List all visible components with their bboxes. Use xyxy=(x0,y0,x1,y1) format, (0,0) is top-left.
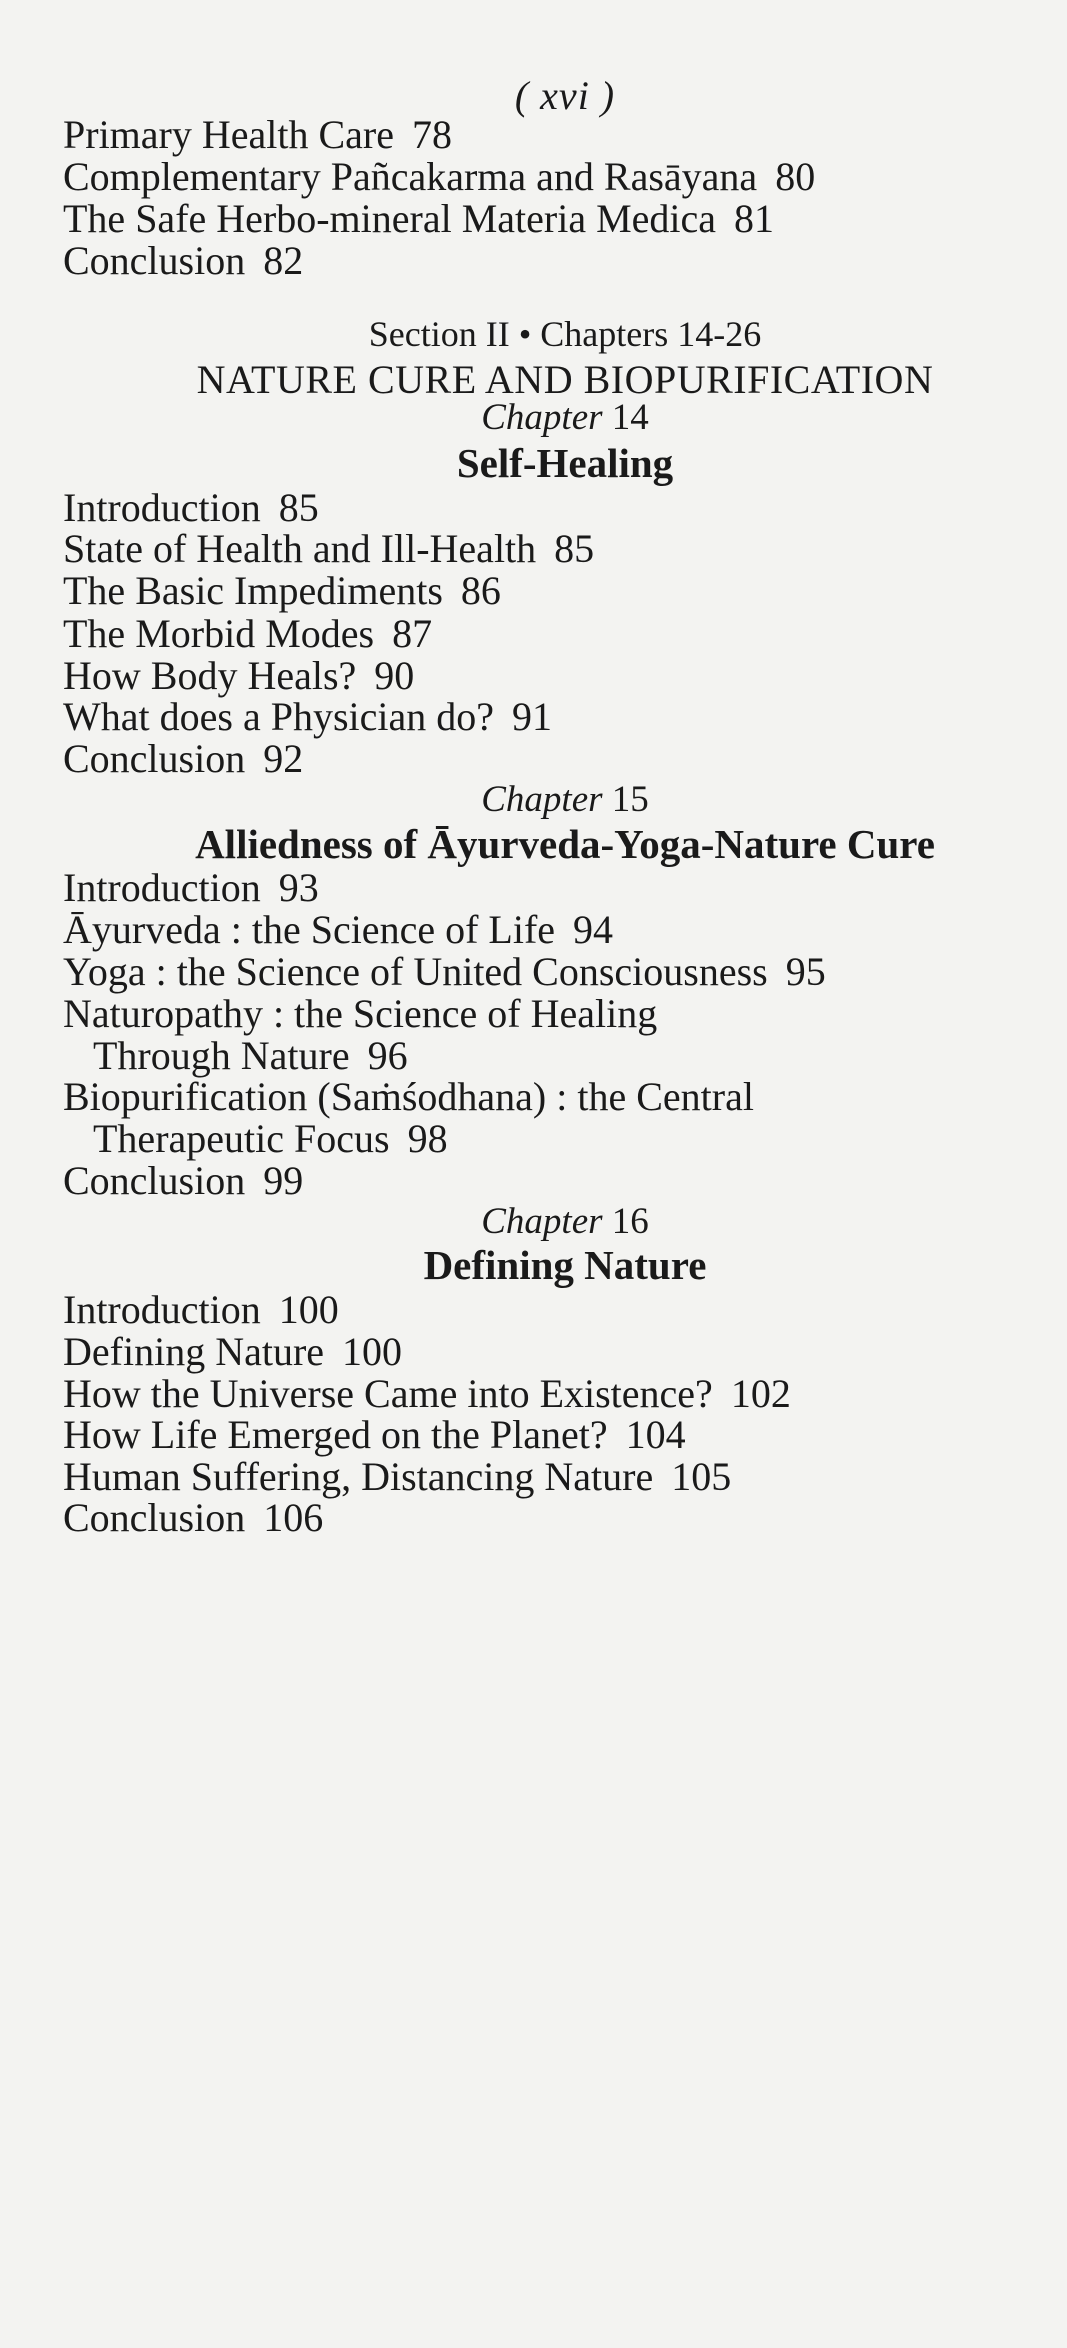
toc-entry xyxy=(63,1074,754,1119)
toc-entry xyxy=(63,611,433,656)
chapter-number: 16 xyxy=(611,1201,649,1242)
entry-title: Conclusion xyxy=(63,1158,246,1203)
entry-title-continuation: Therapeutic Focus xyxy=(93,1116,390,1161)
entry-title: Āyurveda : the Science of Life xyxy=(63,907,556,952)
chapter-word: Chapter xyxy=(481,397,603,438)
toc-entry xyxy=(63,653,415,698)
chapter-heading xyxy=(0,396,1067,439)
entry-page: 78 xyxy=(412,112,452,157)
entry-page: 95 xyxy=(785,949,826,994)
entry-page: 85 xyxy=(278,485,319,530)
entry-page: 86 xyxy=(460,568,501,613)
toc-entry xyxy=(63,949,826,994)
toc-entry xyxy=(63,991,658,1036)
toc-entry xyxy=(63,736,304,781)
entry-page: 105 xyxy=(671,1454,732,1499)
entry-title: Biopurification (Saṁśodhana) : the Central xyxy=(63,1074,754,1119)
entry-title: Primary Health Care xyxy=(63,112,394,157)
entry-title: How the Universe Came into Existence? xyxy=(63,1371,713,1416)
toc-entry xyxy=(63,1287,339,1332)
entry-title: Human Suffering, Distancing Nature xyxy=(63,1454,654,1499)
entry-page: 100 xyxy=(342,1329,403,1374)
chapter-word: Chapter xyxy=(481,1201,603,1242)
toc-entry xyxy=(63,112,452,157)
entry-title: How Life Emerged on the Planet? xyxy=(63,1412,608,1457)
chapter-title: Defining Nature xyxy=(423,1242,707,1288)
entry-title: Conclusion xyxy=(63,238,246,283)
toc-entry xyxy=(63,865,319,910)
entry-title: The Morbid Modes xyxy=(63,611,375,656)
entry-title-continuation: Through Nature xyxy=(93,1033,350,1078)
entry-title: Introduction xyxy=(63,485,261,530)
entry-page: 87 xyxy=(392,611,433,656)
chapter-title: Self-Healing xyxy=(456,440,674,486)
toc-entry xyxy=(63,196,775,241)
entry-title: How Body Heals? xyxy=(63,653,357,698)
entry-page: 99 xyxy=(263,1158,304,1203)
entry-title: Introduction xyxy=(63,1287,261,1332)
entry-page: 90 xyxy=(374,653,415,698)
entry-title: Naturopathy : the Science of Healing xyxy=(63,991,658,1036)
entry-page: 82 xyxy=(263,238,304,283)
entry-page: 106 xyxy=(263,1495,324,1540)
entry-page: 93 xyxy=(278,865,319,910)
entry-page: 92 xyxy=(263,736,304,781)
entry-page: 85 xyxy=(554,526,595,571)
chapter-number: 15 xyxy=(611,779,649,820)
entry-title: The Basic Impediments xyxy=(63,568,443,613)
toc-entry xyxy=(63,526,595,571)
toc-entry xyxy=(63,1495,324,1540)
toc-entry xyxy=(63,1371,791,1416)
toc-entry xyxy=(63,1412,686,1457)
entry-page: 94 xyxy=(573,907,614,952)
entry-title: Complementary Pañcakarma and Rasāyana xyxy=(63,154,758,199)
entry-page: 91 xyxy=(512,694,552,739)
toc-entry xyxy=(63,694,552,739)
toc-entry-continuation xyxy=(93,1116,448,1161)
entry-page: 80 xyxy=(775,154,816,199)
toc-entry xyxy=(63,1158,304,1203)
entry-page: 102 xyxy=(730,1371,791,1416)
entry-title: What does a Physician do? xyxy=(63,694,494,739)
toc-entry-continuation xyxy=(93,1033,408,1078)
entry-title: Defining Nature xyxy=(63,1329,325,1374)
entry-title: Introduction xyxy=(63,865,261,910)
toc-entry xyxy=(63,154,816,199)
toc-entry xyxy=(63,1454,732,1499)
entry-page: 98 xyxy=(407,1116,448,1161)
chapter-title: Alliedness of Āyurveda-Yoga-Nature Cure xyxy=(195,821,935,867)
entry-page: 104 xyxy=(625,1412,686,1457)
entry-title: Conclusion xyxy=(63,736,246,781)
entry-title: Conclusion xyxy=(63,1495,246,1540)
entry-title: State of Health and Ill-Health xyxy=(63,526,537,571)
section-label: Section II • Chapters 14-26 xyxy=(368,314,762,354)
entry-page: 81 xyxy=(734,196,775,241)
toc-entry xyxy=(63,485,319,530)
entry-page: 96 xyxy=(367,1033,408,1078)
chapter-number: 14 xyxy=(611,397,649,438)
section-title: NATURE CURE AND BIOPURIFICATION xyxy=(196,357,934,402)
toc-entry xyxy=(63,238,304,283)
toc-entry xyxy=(63,907,614,952)
chapter-word: Chapter xyxy=(481,779,603,820)
chapter-heading xyxy=(0,1200,1067,1243)
page-folio: ( xvi ) xyxy=(514,73,616,118)
toc-entry xyxy=(63,1329,403,1374)
chapter-heading xyxy=(0,778,1067,821)
entry-title: Yoga : the Science of United Consciousness xyxy=(63,949,768,994)
toc-entry xyxy=(63,568,501,613)
entry-page: 100 xyxy=(278,1287,339,1332)
entry-title: The Safe Herbo-mineral Materia Medica xyxy=(63,196,717,241)
